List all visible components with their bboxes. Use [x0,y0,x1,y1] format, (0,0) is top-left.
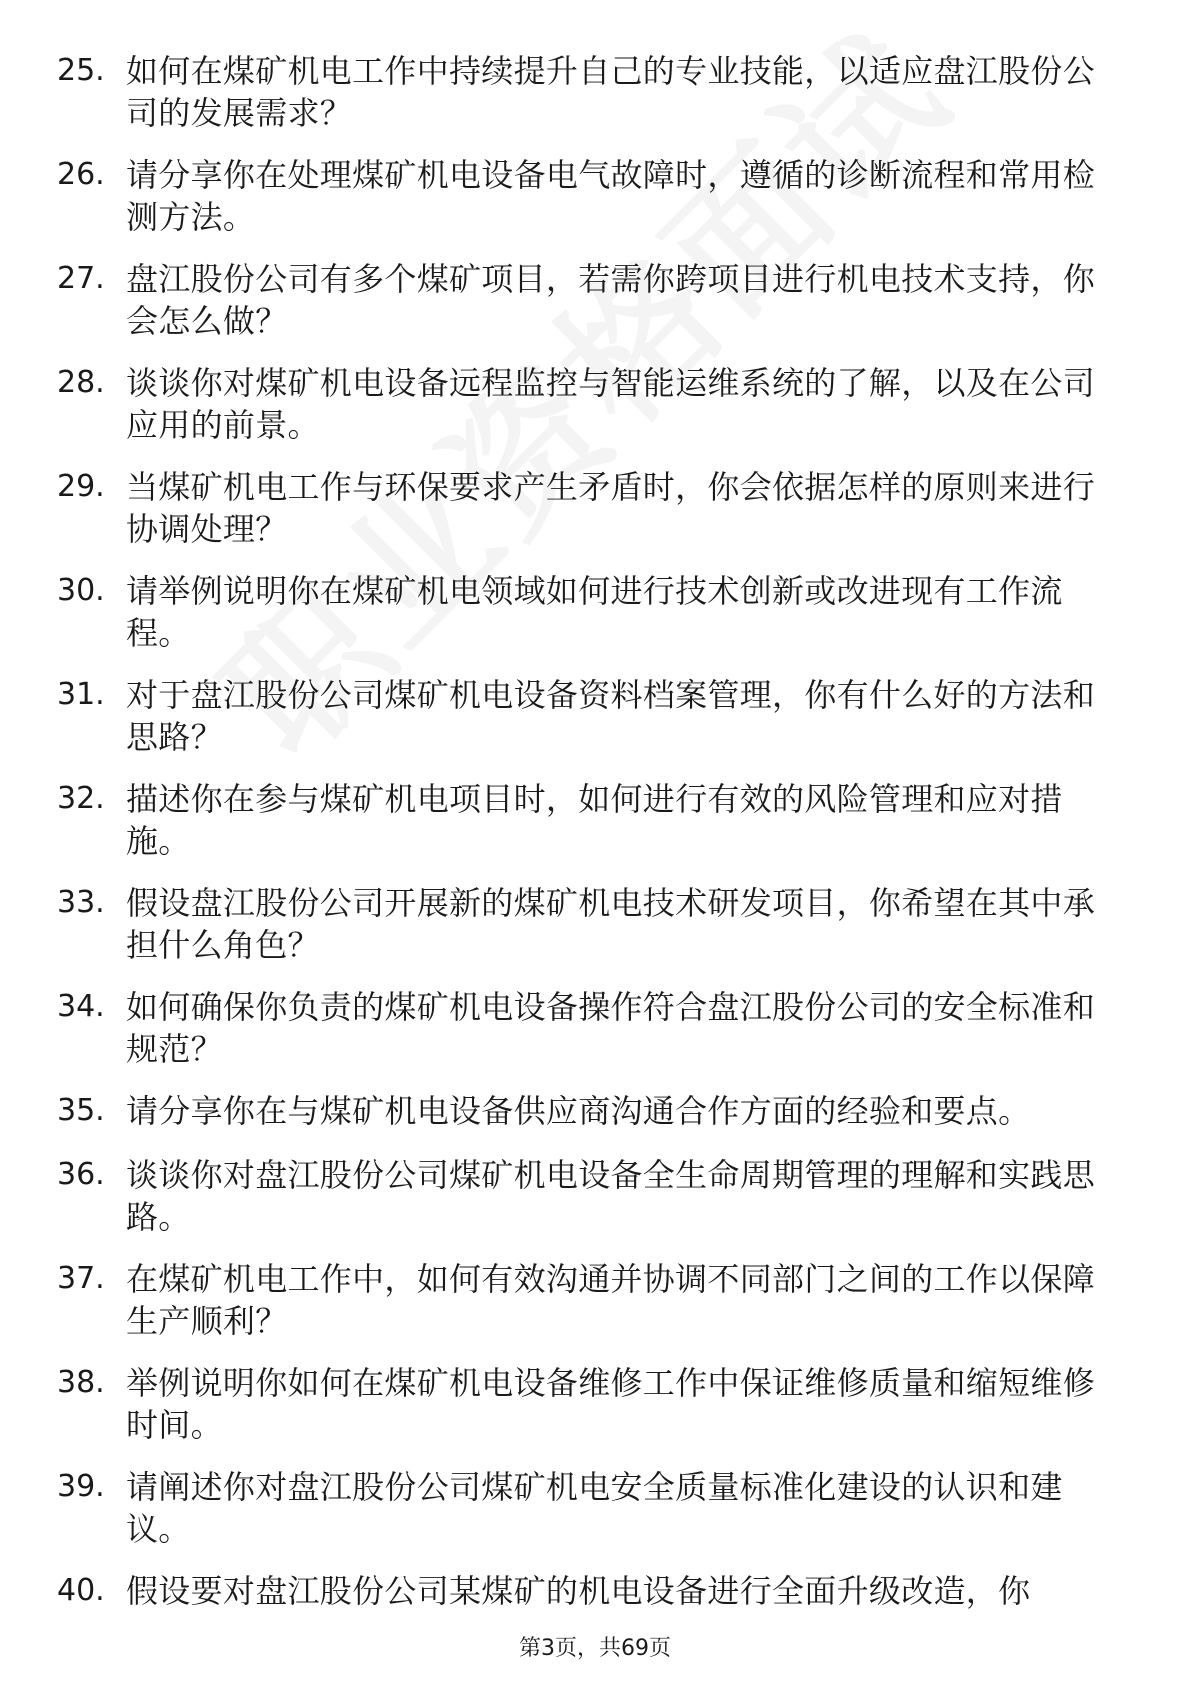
question-text: 谈谈你对盘江股份公司煤矿机电设备全生命周期管理的理解和实践思路。 [126,1156,1096,1236]
list-item [0,570,1190,674]
question-text: 当煤矿机电工作与环保要求产生矛盾时，你会依据怎样的原则来进行协调处理？ [126,468,1096,548]
list-item [0,882,1190,986]
question-number: 40. [57,1573,105,1608]
question-number: 25. [57,53,105,88]
list-item [0,778,1190,882]
list-item [0,1090,1190,1154]
question-number: 36. [57,1157,105,1192]
list-item [0,1466,1190,1570]
question-number: 28. [57,365,105,400]
question-text: 如何在煤矿机电工作中持续提升自己的专业技能，以适应盘江股份公司的发展需求？ [126,52,1096,132]
list-item [0,674,1190,778]
page-number: 第3页，共69页 [519,1636,671,1661]
question-number: 30. [57,573,105,608]
list-item [0,154,1190,258]
question-number: 39. [57,1469,105,1504]
question-text: 请举例说明你在煤矿机电领域如何进行技术创新或改进现有工作流程。 [126,572,1063,652]
question-text: 描述你在参与煤矿机电项目时，如何进行有效的风险管理和应对措施。 [126,780,1063,860]
question-text: 假设盘江股份公司开展新的煤矿机电技术研发项目，你希望在其中承担什么角色？ [126,884,1096,964]
question-number: 27. [57,261,105,296]
question-text: 请分享你在与煤矿机电设备供应商沟通合作方面的经验和要点。 [126,1092,1031,1130]
list-item [0,986,1190,1090]
question-number: 35. [57,1093,105,1128]
question-text: 请分享你在处理煤矿机电设备电气故障时，遵循的诊断流程和常用检测方法。 [126,156,1096,236]
question-list [0,50,1190,1630]
question-number: 31. [57,677,105,712]
question-text: 假设要对盘江股份公司某煤矿的机电设备进行全面升级改造，你 [126,1572,1031,1610]
list-item [0,466,1190,570]
question-text: 盘江股份公司有多个煤矿项目，若需你跨项目进行机电技术支持，你会怎么做？ [126,260,1096,340]
question-number: 33. [57,885,105,920]
question-number: 38. [57,1365,105,1400]
list-item [0,362,1190,466]
question-number: 26. [57,157,105,192]
list-item [0,258,1190,362]
list-item [0,1258,1190,1362]
question-text: 在煤矿机电工作中，如何有效沟通并协调不同部门之间的工作以保障生产顺利？ [126,1260,1096,1340]
question-text: 对于盘江股份公司煤矿机电设备资料档案管理，你有什么好的方法和思路？ [126,676,1096,756]
question-number: 37. [57,1261,105,1296]
question-number: 34. [57,989,105,1024]
question-text: 如何确保你负责的煤矿机电设备操作符合盘江股份公司的安全标准和规范？ [126,988,1096,1068]
list-item [0,1154,1190,1258]
list-item [0,1362,1190,1466]
question-text: 谈谈你对煤矿机电设备远程监控与智能运维系统的了解，以及在公司应用的前景。 [126,364,1096,444]
question-number: 32. [57,781,105,816]
question-text: 举例说明你如何在煤矿机电设备维修工作中保证维修质量和缩短维修时间。 [126,1364,1096,1444]
page-footer [0,1636,1190,1662]
list-item [0,50,1190,154]
question-text: 请阐述你对盘江股份公司煤矿机电安全质量标准化建设的认识和建议。 [126,1468,1063,1548]
question-number: 29. [57,469,105,504]
list-item [0,1570,1190,1630]
